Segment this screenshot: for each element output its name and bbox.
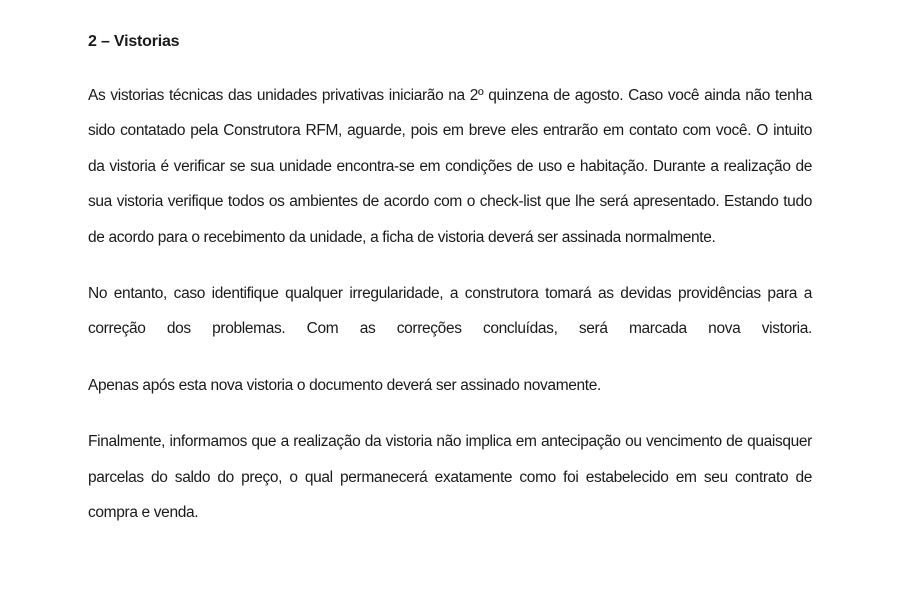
document-page [88,28,812,551]
paragraph-irregularities: No entanto, caso identifique qualquer irregularidade, a construtora tomará as devidas providências para a correção dos problemas. Com as correções concluídas, será marcada nova vistoria. [88,285,812,338]
paragraph-resign: Apenas após esta nova vistoria o documento deverá ser assinado novamente. [88,376,601,394]
paragraph-inspections: As vistorias técnicas das unidades privativas iniciarão na 2º quinzena de agosto. Caso você ainda não tenha sido contatado pela Construtora RFM, aguarde, pois em breve eles entrarão em contato com você. O intuito da vistoria é verificar se sua unidade encontra-se em condições de uso e habitação. Durante a realização de sua vistoria verifique todos os ambientes de acordo com o check-list que lhe será apresentado. Estando tudo de acordo para o recebimento da unidade, a ficha de vistoria deverá ser assinada normalmente. [88,87,812,246]
paragraph-finally: Finalmente, informamos que a realização da vistoria não implica em antecipação ou vencimento de quaisquer parcelas do saldo do preço, o qual permanecerá exatamente como foi estabelecido em seu contrato de compra e venda. [88,433,812,522]
section-heading: 2 – Vistorias [88,33,180,50]
